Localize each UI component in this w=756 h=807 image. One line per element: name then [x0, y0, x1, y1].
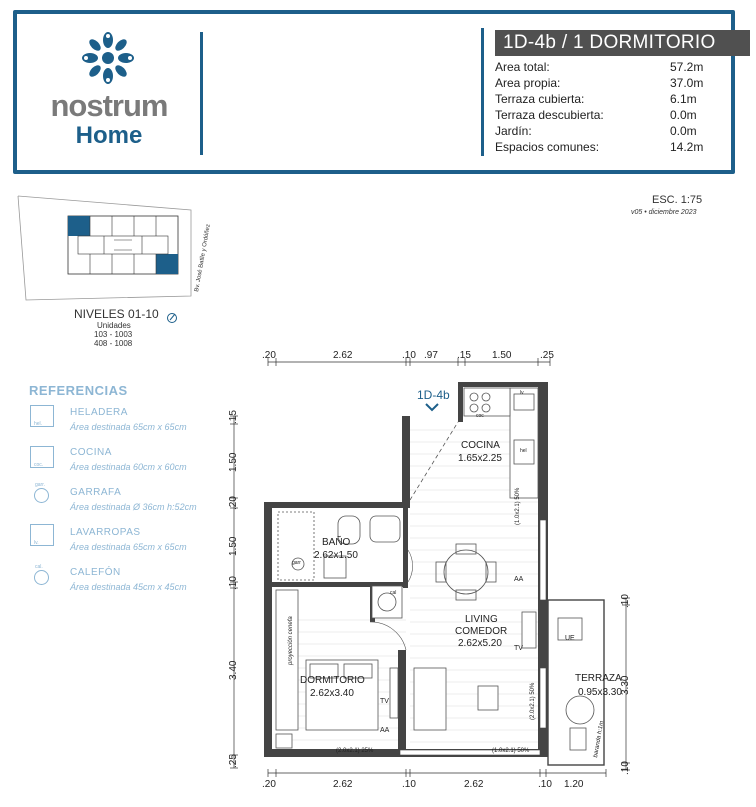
window-note: (2.0x2.1) 50%	[530, 682, 536, 720]
ref-desc: Área destinada 65cm x 65cm	[70, 422, 187, 432]
spec-label: Area total:	[495, 60, 550, 74]
spec-label: Area propia:	[495, 76, 561, 90]
dim-top: 2.62	[333, 350, 353, 361]
spec-value: 37.0m	[670, 76, 704, 90]
dim-top: .25	[540, 350, 554, 361]
dim-top: .15	[457, 350, 471, 361]
stove-ref-icon: coc.	[30, 446, 54, 468]
ac-label: AA	[514, 576, 524, 583]
ref-desc: Área destinada 45cm x 45cm	[70, 582, 187, 592]
spec-label: Espacios comunes:	[495, 140, 600, 154]
ref-name: HELADERA	[70, 407, 128, 418]
header-divider	[200, 32, 203, 155]
stove-tag: coc	[476, 413, 484, 419]
dim-right: .10	[620, 761, 631, 775]
kitchen-dashed-line	[410, 422, 458, 500]
spec-value: 57.2m	[670, 60, 704, 74]
washer-ref-icon: lv.	[30, 524, 54, 546]
wardrobe	[276, 590, 298, 748]
ref-name: LAVARROPAS	[70, 527, 141, 538]
terrace-chair	[558, 618, 594, 750]
dim-bottom: 2.62	[333, 779, 353, 790]
dim-left: 3.40	[228, 660, 239, 680]
plan-unit-tag: 1D-4b	[417, 388, 450, 402]
dim-left: .15	[228, 410, 239, 424]
room-name-dormitorio: DORMITORIO	[300, 675, 365, 686]
fridge-ref-icon: hel.	[30, 405, 54, 427]
ref-desc: Área destinada 60cm x 60cm	[70, 462, 187, 472]
window-note: (1.0x2.1) 50%	[515, 487, 521, 525]
nostrum-logo-icon	[80, 30, 136, 86]
spec-value: 14.2m	[670, 140, 704, 154]
ref-desc: Área destinada Ø 36cm h:52cm	[70, 502, 197, 512]
window-note: (2.0x2.1) 25%	[336, 748, 374, 754]
ac-label: AA	[380, 727, 390, 734]
ue-label: UE	[565, 635, 575, 642]
dim-bottom: .20	[262, 779, 276, 790]
brand-subtitle: Home	[75, 122, 143, 149]
floor-plan	[220, 350, 650, 795]
ref-name: CALEFÓN	[70, 567, 121, 578]
dim-top: .10	[402, 350, 416, 361]
header-divider-2	[481, 28, 484, 156]
dim-left: 1.50	[228, 536, 239, 556]
room-name-comedor: COMEDOR	[455, 626, 508, 637]
dim-bottom: .10	[538, 779, 552, 790]
street-label: Bv. José Batlle y Ordóñez	[194, 223, 212, 293]
sofa	[414, 668, 498, 730]
tv-label: TV	[380, 698, 389, 705]
gas-tank-tag: garr	[292, 560, 301, 566]
tv-label: TV	[514, 645, 523, 652]
ref-name: GARRAFA	[70, 487, 122, 498]
projection-note: proyección cenefa	[288, 616, 294, 665]
version-label: v05 • diciembre 2023	[631, 209, 697, 216]
window-note: (1.0x2.1) 50%	[492, 748, 530, 754]
dim-left: .20	[228, 496, 239, 510]
entrance-arrow-icon	[426, 404, 438, 410]
scale-label: ESC. 1:75	[652, 194, 703, 206]
washer-tag: lv	[520, 390, 524, 396]
fridge-tag: hel	[520, 448, 527, 454]
dim-right: .10	[620, 594, 631, 608]
ref-desc: Área destinada 65cm x 65cm	[70, 542, 187, 552]
room-name-living: LIVING	[465, 614, 498, 625]
spec-label: Jardín:	[495, 124, 532, 138]
dim-left: .25	[228, 754, 239, 768]
brand-wordmark: nostrum	[50, 88, 168, 123]
key-plan	[16, 192, 216, 304]
dim-top: .97	[424, 350, 438, 361]
units-label: Unidades	[97, 321, 131, 330]
spec-value: 6.1m	[670, 92, 697, 106]
dining-table	[436, 544, 496, 600]
dim-top: 1.50	[492, 350, 512, 361]
spec-value: 0.0m	[670, 108, 697, 122]
heater-tag: cal	[390, 590, 397, 596]
dim-right: 3.30	[620, 675, 631, 695]
dim-bottom: .10	[402, 779, 416, 790]
bottom-dimension-line	[268, 769, 606, 777]
room-name-cocina: COCINA	[461, 440, 500, 451]
room-size-living: 2.62x5.20	[458, 638, 502, 649]
dim-left: .10	[228, 576, 239, 590]
units-range: 408 - 1008	[94, 339, 133, 348]
gas-tank-ref-icon: garr.	[34, 488, 49, 503]
dim-bottom: 1.20	[564, 779, 584, 790]
heater-ref-icon: cal.	[34, 570, 49, 585]
heater	[372, 586, 402, 618]
spec-label: Terraza cubierta:	[495, 92, 585, 106]
north-arrow-icon	[166, 312, 178, 324]
room-size-cocina: 1.65x2.25	[458, 453, 502, 464]
spec-label: Terraza descubierta:	[495, 108, 604, 122]
dim-bottom: 2.62	[464, 779, 484, 790]
dim-top: .20	[262, 350, 276, 361]
references-title: REFERENCIAS	[29, 383, 128, 398]
room-size-dormitorio: 2.62x3.40	[310, 688, 354, 699]
room-size-bano: 2.62x1.50	[314, 550, 358, 561]
levels-label: NIVELES 01-10	[74, 307, 159, 321]
room-size-terraza: 0.95x3.30	[578, 687, 622, 698]
spec-value: 0.0m	[670, 124, 697, 138]
dim-left: 1.50	[228, 452, 239, 472]
railing-note: baranda h:1m	[593, 720, 606, 759]
unit-title: 1D-4b / 1 DORMITORIO	[495, 30, 750, 56]
ref-name: COCINA	[70, 447, 112, 458]
room-name-terraza: TERRAZA	[575, 673, 622, 684]
units-range: 103 - 1003	[94, 330, 133, 339]
room-name-bano: BAÑO	[322, 537, 351, 548]
